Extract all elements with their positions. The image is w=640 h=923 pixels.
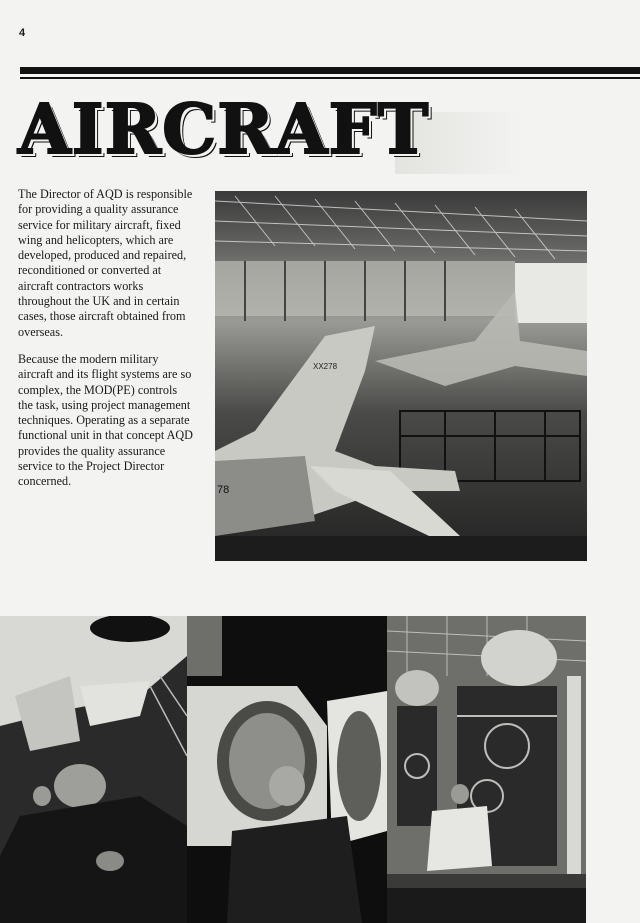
inspector-under-aircraft-photo [0, 616, 187, 923]
body-text-column [18, 187, 193, 502]
hangar-aircraft-photo [215, 191, 587, 561]
page-number: 4 [19, 27, 26, 39]
body-paragraph-2: Because the modern military aircraft and its flight systems are so complex, the MOD(PE) controls the task, using project management techniques. Operating as a separate functional unit in that concept AQD provides the quality assurance service to the Project Director concerned. [18, 351, 193, 489]
fuselage-marking: 78 [217, 484, 230, 496]
engine-intake-technician-photo [187, 616, 387, 923]
body-paragraph-1: The Director of AQD is responsible for providing a quality assurance service for military aircraft, fixed wing and helicopters, which are developed, produced and repaired, reconditioned or converted at aircraft contractors works throughout the UK and in certain cases, those aircraft obtained from overseas. [18, 187, 193, 339]
engine-test-rig-photo [387, 616, 586, 923]
tail-serial-marking: XX278 [313, 362, 338, 371]
page-heading: AIRCRAFT [18, 90, 430, 170]
header-rule-thin [20, 77, 640, 79]
header-rule-thick [20, 67, 640, 74]
